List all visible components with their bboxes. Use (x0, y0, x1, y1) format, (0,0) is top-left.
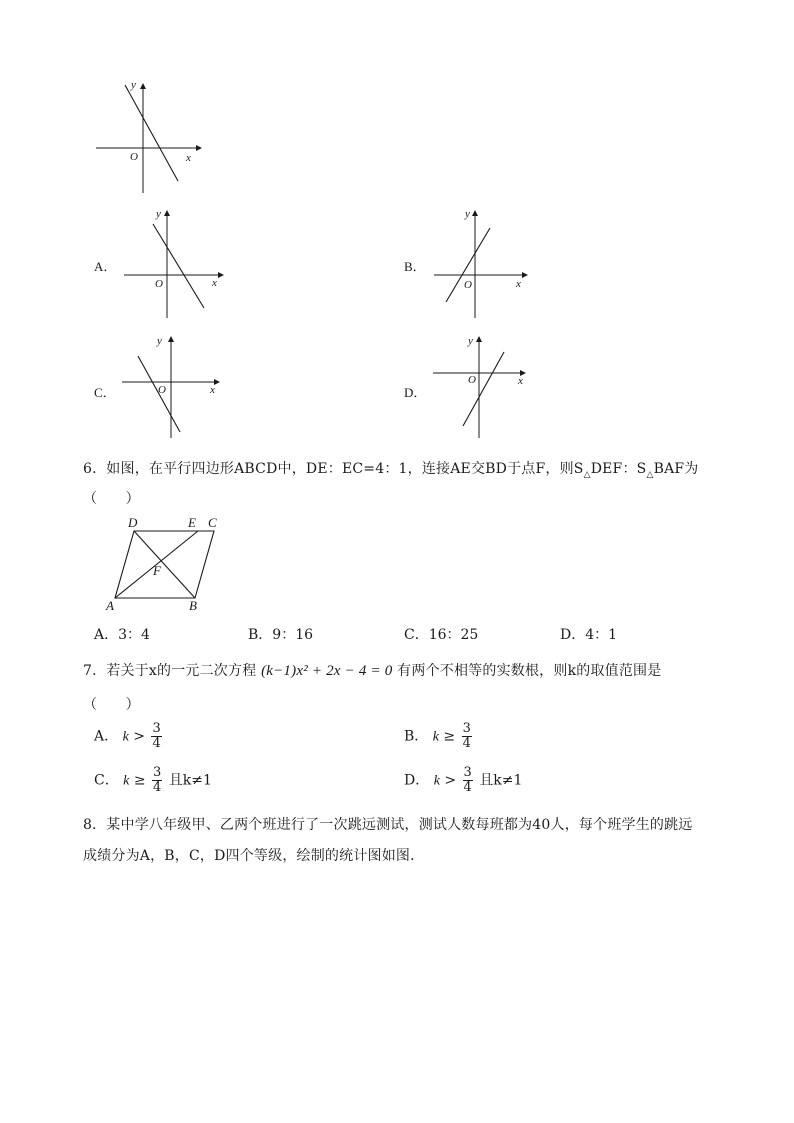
choice-variable: k (432, 729, 439, 745)
q7-choice-d[interactable] (404, 766, 522, 795)
vertex-c-label: C (208, 515, 217, 530)
fraction (462, 722, 472, 751)
y-axis-label: y (157, 335, 162, 347)
origin-label: O (158, 384, 166, 396)
fraction (151, 722, 161, 751)
q5-option-a-graph[interactable] (118, 202, 238, 322)
triangle-sub: △ (646, 469, 654, 480)
fraction (152, 766, 162, 795)
choice-extra-condition: 且k≠1 (479, 772, 523, 789)
fraction-denominator: 4 (463, 780, 472, 795)
q6-stem-prefix: 6．如图，在平行四边形ABCD中，DE：EC=4：1，连接AE交BD于点F，则S (83, 461, 584, 477)
y-axis-label: y (156, 208, 161, 220)
q7-choice-a[interactable] (94, 722, 164, 751)
x-axis-label: x (518, 375, 523, 387)
fraction-numerator: 3 (153, 765, 162, 780)
q5-option-c-label[interactable]: C． (94, 385, 116, 400)
choice-extra-condition: 且k≠1 (168, 772, 212, 789)
q5-option-a-label[interactable]: A． (94, 259, 117, 274)
x-axis-label: x (516, 278, 521, 290)
origin-label: O (464, 279, 472, 291)
fraction-numerator: 3 (462, 721, 471, 736)
fraction (463, 766, 473, 795)
origin-label: O (130, 151, 138, 163)
choice-variable: k (433, 773, 440, 789)
q7-stem-suffix: 有两个不相等的实数根，则k的取值范围是 (397, 663, 662, 679)
vertex-a-label: A (106, 598, 114, 613)
choice-label: C． (94, 772, 119, 789)
q6-stem-mid: DEF：S (590, 461, 647, 477)
q5-option-c-graph[interactable] (116, 330, 231, 445)
vertex-d-label: D (128, 515, 138, 530)
fraction-numerator: 3 (463, 765, 472, 780)
vertex-b-label: B (189, 598, 197, 613)
choice-relation: > (133, 728, 145, 745)
choice-variable: k (123, 773, 130, 789)
choice-label: A． (94, 728, 119, 745)
q6-stem (83, 458, 699, 480)
q7-equation: (k−1)x² + 2x − 4 = 0 (261, 663, 393, 679)
fraction-numerator: 3 (152, 721, 161, 736)
parallelogram-figure (100, 512, 230, 616)
q8-stem-line2: 成绩分为A，B，C，D四个等级，绘制的统计图如图． (83, 848, 425, 864)
q7-choice-c[interactable] (94, 766, 212, 795)
fraction-denominator: 4 (152, 736, 161, 751)
q6-answer-paren: （ ） (83, 491, 140, 507)
origin-label: O (468, 374, 476, 386)
choice-relation: > (444, 772, 457, 789)
q5-option-b-graph[interactable] (428, 202, 538, 322)
fraction-denominator: 4 (462, 736, 471, 751)
q7-answer-paren: （ ） (83, 697, 140, 713)
q7-stem (83, 660, 661, 680)
q6-choice-a[interactable]: A．3：4 (94, 627, 150, 643)
main-graph (90, 75, 210, 200)
x-axis-label: x (210, 384, 215, 396)
point-f-label: F (153, 563, 161, 578)
choice-label: D． (404, 772, 430, 789)
x-axis-label: x (212, 277, 217, 289)
choice-relation: ≥ (133, 772, 146, 789)
origin-label: O (155, 278, 163, 290)
choice-relation: ≥ (443, 728, 456, 745)
q6-choice-b[interactable]: B．9：16 (248, 627, 314, 643)
choice-variable: k (122, 729, 129, 745)
q7-stem-prefix: 7．若关于x的一元二次方程 (83, 663, 257, 679)
fraction-denominator: 4 (153, 780, 162, 795)
y-axis-label: y (468, 335, 473, 347)
y-axis-label: y (465, 208, 470, 220)
y-axis-label: y (131, 79, 136, 91)
point-e-label: E (188, 515, 196, 530)
q5-option-d-graph[interactable] (428, 330, 538, 445)
triangle-sub: △ (583, 469, 591, 480)
q6-stem-suffix: BAF为 (653, 461, 699, 477)
q5-option-d-label[interactable]: D． (404, 385, 427, 400)
q6-choice-d[interactable]: D．4：1 (560, 627, 618, 643)
x-axis-label: x (186, 152, 191, 164)
q6-choice-c[interactable]: C．16：25 (404, 627, 479, 643)
choice-label: B． (404, 728, 429, 745)
q7-choice-b[interactable] (404, 722, 474, 751)
q5-option-b-label[interactable]: B． (404, 259, 426, 274)
q8-stem-line1: 8．某中学八年级甲、乙两个班进行了一次跳远测试，测试人数每班都为40人，每个班学生的跳远 (83, 817, 693, 833)
